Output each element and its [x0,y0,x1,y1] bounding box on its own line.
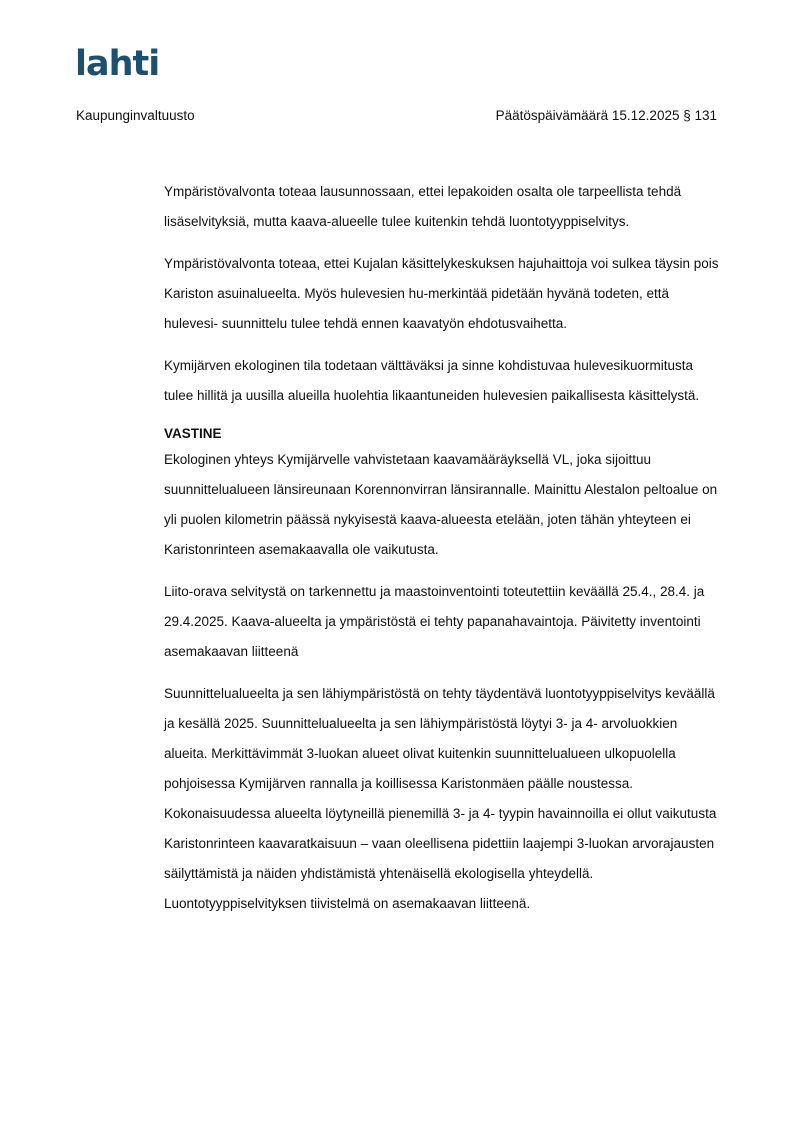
paragraph-1: Ympäristövalvonta toteaa lausunnossaan, ettei lepakoiden osalta ole tarpeellista tehdä lisäselvityksiä, mutta kaava-alueelle tulee kuitenkin tehdä luontotyyppiselvitys. [164,184,682,229]
paragraph-3: Kymijärven ekologinen tila todetaan välttäväksi ja sinne kohdistuvaa hulevesikuormitusta tulee hillitä ja uusilla alueilla huolehtia likaantuneiden hulevesien paikallisesta käsittelystä. [164,358,700,403]
paragraph-6: Suunnittelualueelta ja sen lähiympäristöstä on tehty täydentävä luontotyyppiselvitys keväällä ja kesällä 2025. Suunnittelualueelta ja sen lähiympäristöstä löytyi 3- ja 4- arvoluokkien alueita. Merkittävimmät 3-luokan alueet olivat kuitenkin suunnittelualueen ulkopuolella pohjoisessa Kymijärven rannalla ja koillisessa Karistonmäen päälle noustessa. Kokonaisuudessa alueelta löytyneillä pienemillä 3- ja 4- tyypin havainnoilla ei ollut vaikutusta Karistonrinteen kaavaratkaisuun – vaan oleellisena pidettiin laajempi 3-luokan arvorajausten säilyttämistä ja näiden yhdistämistä yhtenäisellä ekologisella yhteydellä. Luontotyyppiselvityksen tiivistelmä on asemakaavan liitteenä. [164,686,717,911]
decision-date: Päätöspäivämäärä 15.12.2025 § 131 [495,108,717,123]
paragraph-4: Ekologinen yhteys Kymijärvelle vahvistetaan kaavamääräyksellä VL, joka sijoittuu suunnittelualueen länsireunaan Korennonvirran länsirannalle. Mainittu Alestalon peltoalue on yli puolen kilometrin päässä nykyisestä kaava-alueesta etelään, joten tähän yhteyteen ei Karistonrinteen asemakaavalla ole vaikutusta. [164,452,718,557]
paragraph-2: Ympäristövalvonta toteaa, ettei Kujalan käsittelykeskuksen hajuhaittoja voi sulkea täysin pois Kariston asuinalueelta. Myös hulevesien hu-merkintää pidetään hyvänä todeten, että hulevesi- suunnittelu tulee tehdä ennen kaavatyön ehdotusvaihetta. [164,256,719,331]
lahti-logo: lahti [75,44,160,84]
paragraph-5: Liito-orava selvitystä on tarkennettu ja maastoinventointi toteutettiin keväällä 25.4., 28.4. ja 29.4.2025. Kaava-alueelta ja ympäristöstä ei tehty papanahavaintoja. Päivitetty inventointi asemakaavan liitteenä [164,584,705,659]
organ-name: Kaupunginvaltuusto [76,108,195,123]
section-heading-vastine: VASTINE [164,426,222,441]
document-body [164,177,724,931]
